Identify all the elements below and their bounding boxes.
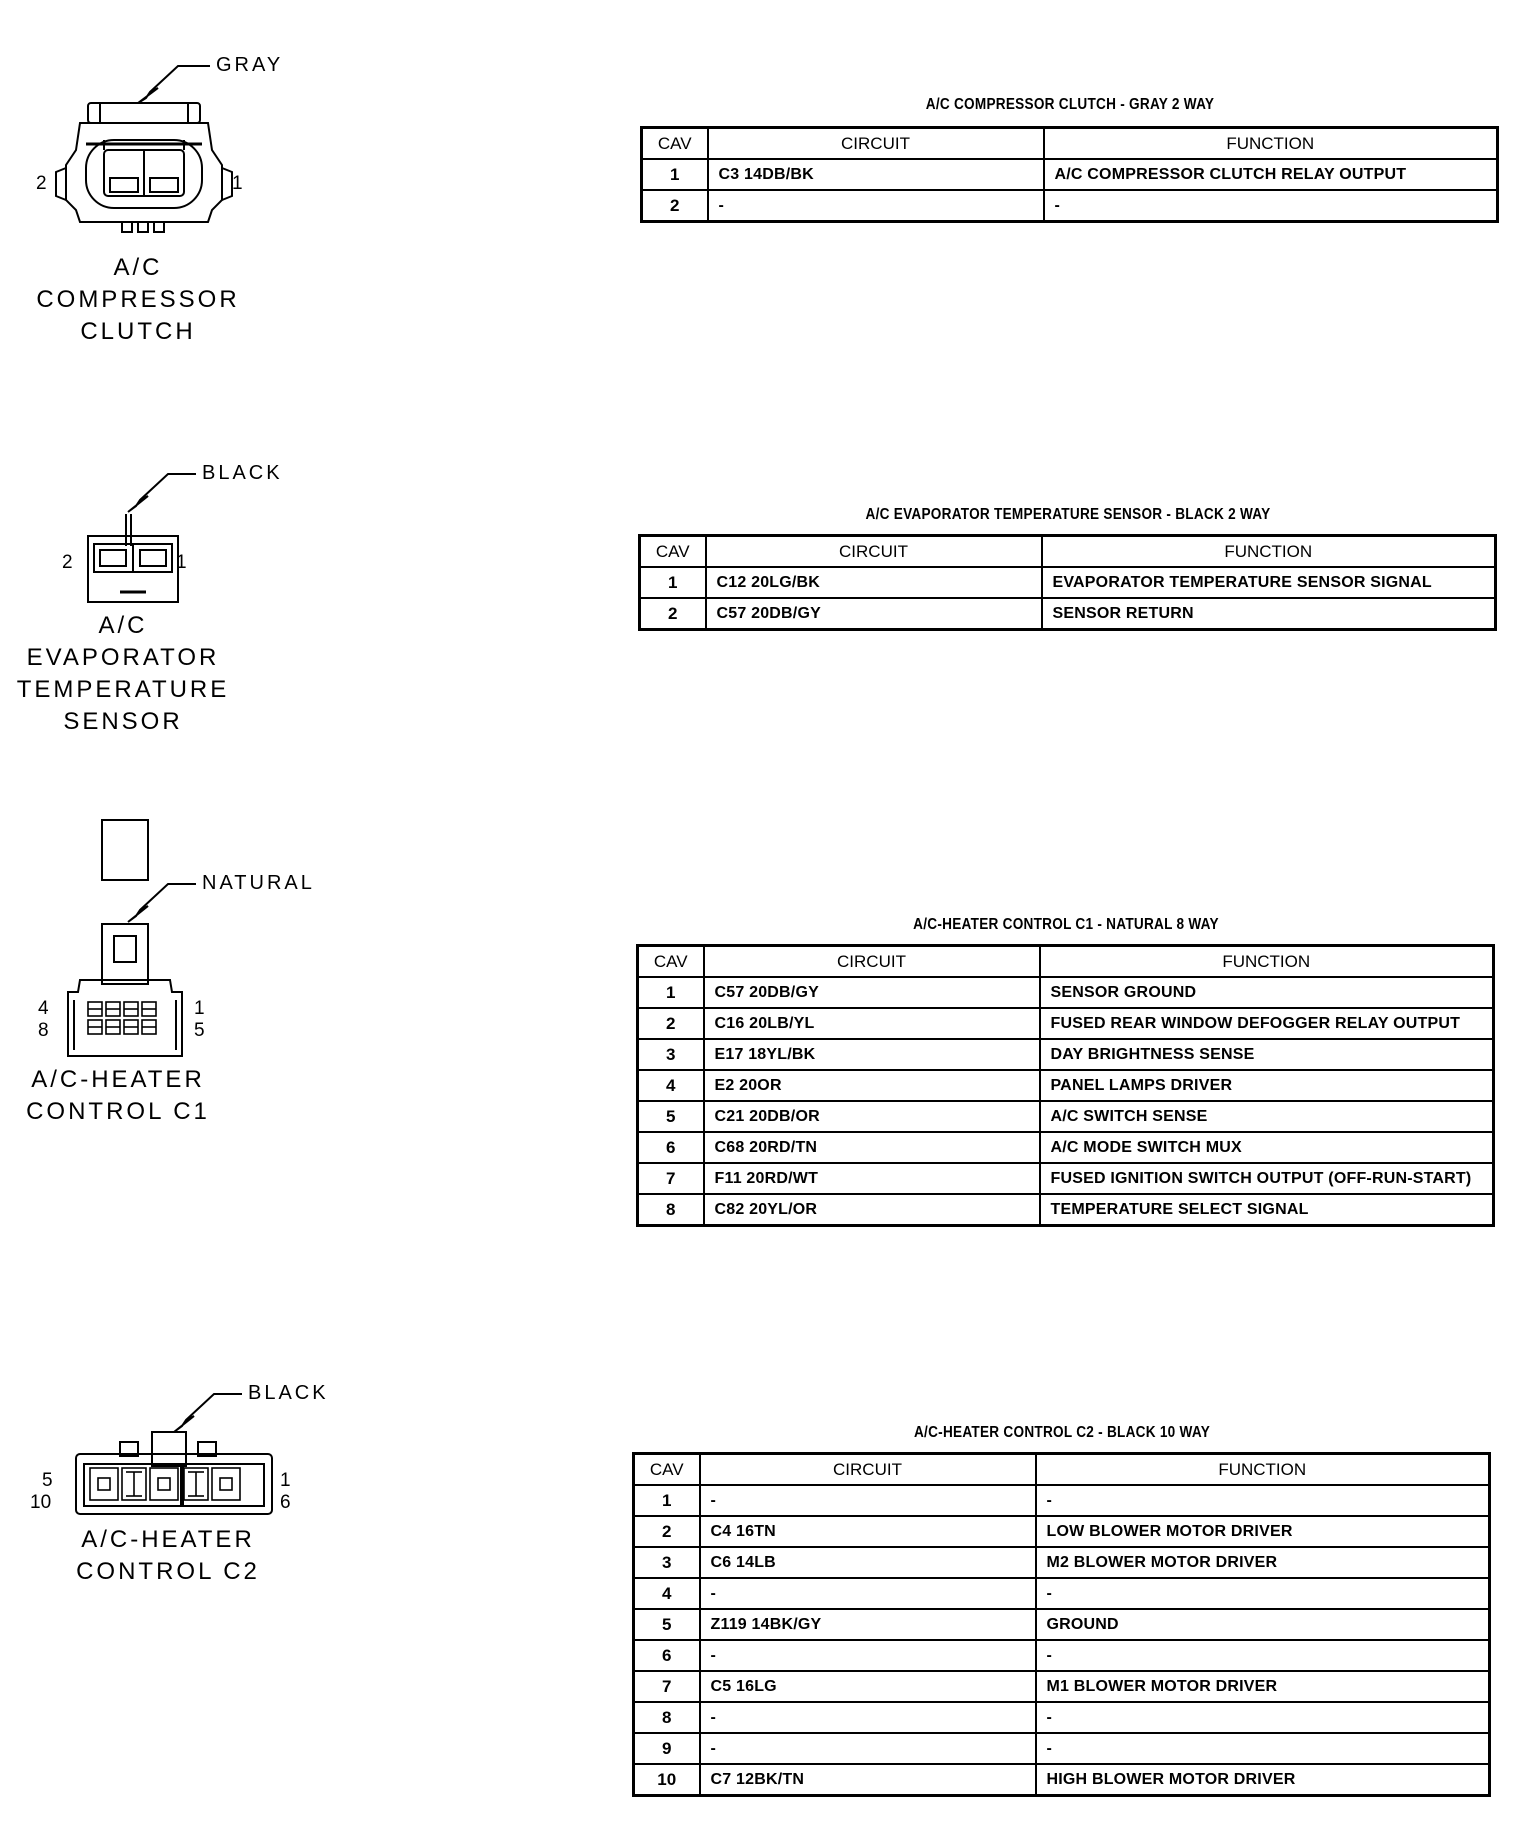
evap-temp-sensor-pin-table <box>638 534 1497 631</box>
table-row <box>634 1578 1490 1609</box>
heater-control-c2-pin-right-bottom: 6 <box>280 1492 291 1513</box>
cav-cell: 1 <box>638 977 704 1008</box>
function-cell: M1 BLOWER MOTOR DRIVER <box>1036 1671 1490 1702</box>
function-cell: - <box>1036 1733 1490 1764</box>
cav-cell: 2 <box>642 190 708 222</box>
cav-header: CAV <box>638 946 704 978</box>
heater-control-c2-color-label: BLACK <box>248 1382 329 1404</box>
circuit-cell: E17 18YL/BK <box>704 1039 1040 1070</box>
heater-control-c2-table-title: A/C-HEATER CONTROL C2 - BLACK 10 WAY <box>913 1424 1211 1441</box>
compressor-clutch-color-label: GRAY <box>216 54 284 76</box>
cav-header: CAV <box>640 536 706 568</box>
circuit-cell: C57 20DB/GY <box>706 598 1042 630</box>
heater-control-c2-pin-left-top: 5 <box>42 1470 53 1491</box>
circuit-cell: - <box>700 1702 1036 1733</box>
function-cell: SENSOR RETURN <box>1042 598 1496 630</box>
evap-temp-sensor-table-title: A/C EVAPORATOR TEMPERATURE SENSOR - BLACK 2 WAY <box>865 506 1271 523</box>
heater-control-c1-pin-right-bottom: 5 <box>194 1020 205 1041</box>
cav-cell: 10 <box>634 1764 700 1796</box>
function-cell: LOW BLOWER MOTOR DRIVER <box>1036 1516 1490 1547</box>
function-cell: FUSED IGNITION SWITCH OUTPUT (OFF-RUN-START) <box>1040 1163 1494 1194</box>
table-row <box>638 1101 1494 1132</box>
cav-cell: 1 <box>640 567 706 598</box>
function-header: FUNCTION <box>1044 128 1498 160</box>
cav-cell: 4 <box>634 1578 700 1609</box>
evap-temp-sensor-name-line: TEMPERATURE <box>16 676 230 703</box>
circuit-cell: C7 12BK/TN <box>700 1764 1036 1796</box>
heater-control-c2-pin-right-top: 1 <box>280 1470 291 1491</box>
cav-cell: 4 <box>638 1070 704 1101</box>
cav-cell: 2 <box>634 1516 700 1547</box>
cav-cell: 2 <box>638 1008 704 1039</box>
heater-control-c2-name <box>50 1524 286 1588</box>
cav-cell: 5 <box>638 1101 704 1132</box>
table-row <box>634 1702 1490 1733</box>
function-cell: - <box>1036 1485 1490 1516</box>
function-cell: A/C SWITCH SENSE <box>1040 1101 1494 1132</box>
cav-cell: 3 <box>634 1547 700 1578</box>
circuit-cell: Z119 14BK/GY <box>700 1609 1036 1640</box>
evap-temp-sensor-name-line: A/C <box>98 612 148 639</box>
function-cell: - <box>1036 1702 1490 1733</box>
table-header-row <box>640 536 1496 568</box>
heater-control-c1-name-line: CONTROL C1 <box>26 1098 210 1125</box>
cav-cell: 7 <box>638 1163 704 1194</box>
function-cell: A/C MODE SWITCH MUX <box>1040 1132 1494 1163</box>
cav-cell: 6 <box>638 1132 704 1163</box>
compressor-clutch-pin-right: 1 <box>232 173 243 194</box>
circuit-cell: - <box>708 190 1044 222</box>
circuit-cell: - <box>700 1640 1036 1671</box>
circuit-cell: F11 20RD/WT <box>704 1163 1040 1194</box>
compressor-clutch-connector <box>0 0 320 350</box>
circuit-cell: - <box>700 1733 1036 1764</box>
function-cell: PANEL LAMPS DRIVER <box>1040 1070 1494 1101</box>
table-row <box>634 1671 1490 1702</box>
function-cell: FUSED REAR WINDOW DEFOGGER RELAY OUTPUT <box>1040 1008 1494 1039</box>
evap-temp-sensor-pin-right: 1 <box>176 552 187 573</box>
heater-control-c1-pin-left-top: 4 <box>38 998 49 1019</box>
table-row <box>634 1640 1490 1671</box>
circuit-cell: - <box>700 1485 1036 1516</box>
heater-control-c1-pin-table <box>636 944 1495 1227</box>
table-row <box>638 1194 1494 1226</box>
table-row <box>634 1733 1490 1764</box>
circuit-cell: - <box>700 1578 1036 1609</box>
function-cell: A/C COMPRESSOR CLUTCH RELAY OUTPUT <box>1044 159 1498 190</box>
circuit-header: CIRCUIT <box>700 1454 1036 1486</box>
evap-temp-sensor-name-line: SENSOR <box>63 708 183 735</box>
table-header-row <box>642 128 1498 160</box>
table-row <box>642 159 1498 190</box>
cav-cell: 9 <box>634 1733 700 1764</box>
function-cell: M2 BLOWER MOTOR DRIVER <box>1036 1547 1490 1578</box>
circuit-cell: C57 20DB/GY <box>704 977 1040 1008</box>
table-header-row <box>638 946 1494 978</box>
table-row <box>634 1516 1490 1547</box>
heater-control-c1-name <box>0 1064 236 1128</box>
circuit-cell: C82 20YL/OR <box>704 1194 1040 1226</box>
cav-cell: 8 <box>634 1702 700 1733</box>
heater-control-c2-name-line: A/C-HEATER <box>81 1526 255 1553</box>
evap-temp-sensor-name-line: EVAPORATOR <box>26 644 220 671</box>
heater-control-c1-pin-left-bottom: 8 <box>38 1020 49 1041</box>
heater-control-c1-name-line: A/C-HEATER <box>31 1066 205 1093</box>
function-cell: EVAPORATOR TEMPERATURE SENSOR SIGNAL <box>1042 567 1496 598</box>
function-cell: DAY BRIGHTNESS SENSE <box>1040 1039 1494 1070</box>
circuit-cell: C68 20RD/TN <box>704 1132 1040 1163</box>
table-row <box>634 1485 1490 1516</box>
circuit-header: CIRCUIT <box>708 128 1044 160</box>
heater-control-c2-pin-table <box>632 1452 1491 1797</box>
cav-cell: 1 <box>642 159 708 190</box>
compressor-clutch-name-line: A/C <box>113 254 163 281</box>
cav-cell: 1 <box>634 1485 700 1516</box>
compressor-clutch-pin-table <box>640 126 1499 223</box>
function-header: FUNCTION <box>1036 1454 1490 1486</box>
cav-cell: 6 <box>634 1640 700 1671</box>
evap-temp-sensor-connector <box>0 410 320 750</box>
function-cell: TEMPERATURE SELECT SIGNAL <box>1040 1194 1494 1226</box>
circuit-cell: C12 20LG/BK <box>706 567 1042 598</box>
table-row <box>634 1764 1490 1796</box>
heater-control-c1-pin-right-top: 1 <box>194 998 205 1019</box>
circuit-cell: C5 16LG <box>700 1671 1036 1702</box>
evap-temp-sensor-name <box>0 610 246 738</box>
cav-cell: 5 <box>634 1609 700 1640</box>
table-row <box>638 1132 1494 1163</box>
compressor-clutch-name-line: CLUTCH <box>80 318 196 345</box>
function-header: FUNCTION <box>1042 536 1496 568</box>
function-cell: - <box>1044 190 1498 222</box>
compressor-clutch-table-title: A/C COMPRESSOR CLUTCH - GRAY 2 WAY <box>925 96 1215 113</box>
heater-control-c2-name-line: CONTROL C2 <box>76 1558 260 1585</box>
circuit-header: CIRCUIT <box>704 946 1040 978</box>
table-row <box>638 1163 1494 1194</box>
evap-temp-sensor-color-label: BLACK <box>202 462 283 484</box>
cav-cell: 8 <box>638 1194 704 1226</box>
table-row <box>640 598 1496 630</box>
table-row <box>640 567 1496 598</box>
table-row <box>638 1070 1494 1101</box>
function-cell: - <box>1036 1640 1490 1671</box>
table-row <box>638 977 1494 1008</box>
heater-control-c1-connector <box>0 820 320 1140</box>
cav-cell: 7 <box>634 1671 700 1702</box>
function-cell: SENSOR GROUND <box>1040 977 1494 1008</box>
cav-cell: 2 <box>640 598 706 630</box>
function-header: FUNCTION <box>1040 946 1494 978</box>
evap-temp-sensor-pin-left: 2 <box>62 552 73 573</box>
circuit-cell: C16 20LB/YL <box>704 1008 1040 1039</box>
function-cell: HIGH BLOWER MOTOR DRIVER <box>1036 1764 1490 1796</box>
function-cell: - <box>1036 1578 1490 1609</box>
compressor-clutch-name-line: COMPRESSOR <box>36 286 240 313</box>
compressor-clutch-name <box>0 252 276 348</box>
table-row <box>634 1547 1490 1578</box>
circuit-cell: C6 14LB <box>700 1547 1036 1578</box>
heater-control-c1-color-label: NATURAL <box>202 872 315 894</box>
cav-cell: 3 <box>638 1039 704 1070</box>
table-row <box>638 1039 1494 1070</box>
function-cell: GROUND <box>1036 1609 1490 1640</box>
compressor-clutch-pin-left: 2 <box>36 173 47 194</box>
cav-header: CAV <box>634 1454 700 1486</box>
heater-control-c2-pin-left-bottom: 10 <box>30 1492 52 1513</box>
table-row <box>638 1008 1494 1039</box>
circuit-cell: C4 16TN <box>700 1516 1036 1547</box>
heater-control-c2-connector <box>0 1330 340 1630</box>
circuit-cell: C3 14DB/BK <box>708 159 1044 190</box>
heater-control-c1-table-title: A/C-HEATER CONTROL C1 - NATURAL 8 WAY <box>913 916 1219 933</box>
table-row <box>634 1609 1490 1640</box>
circuit-cell: C21 20DB/OR <box>704 1101 1040 1132</box>
circuit-cell: E2 20OR <box>704 1070 1040 1101</box>
cav-header: CAV <box>642 128 708 160</box>
table-header-row <box>634 1454 1490 1486</box>
circuit-header: CIRCUIT <box>706 536 1042 568</box>
table-row <box>642 190 1498 222</box>
